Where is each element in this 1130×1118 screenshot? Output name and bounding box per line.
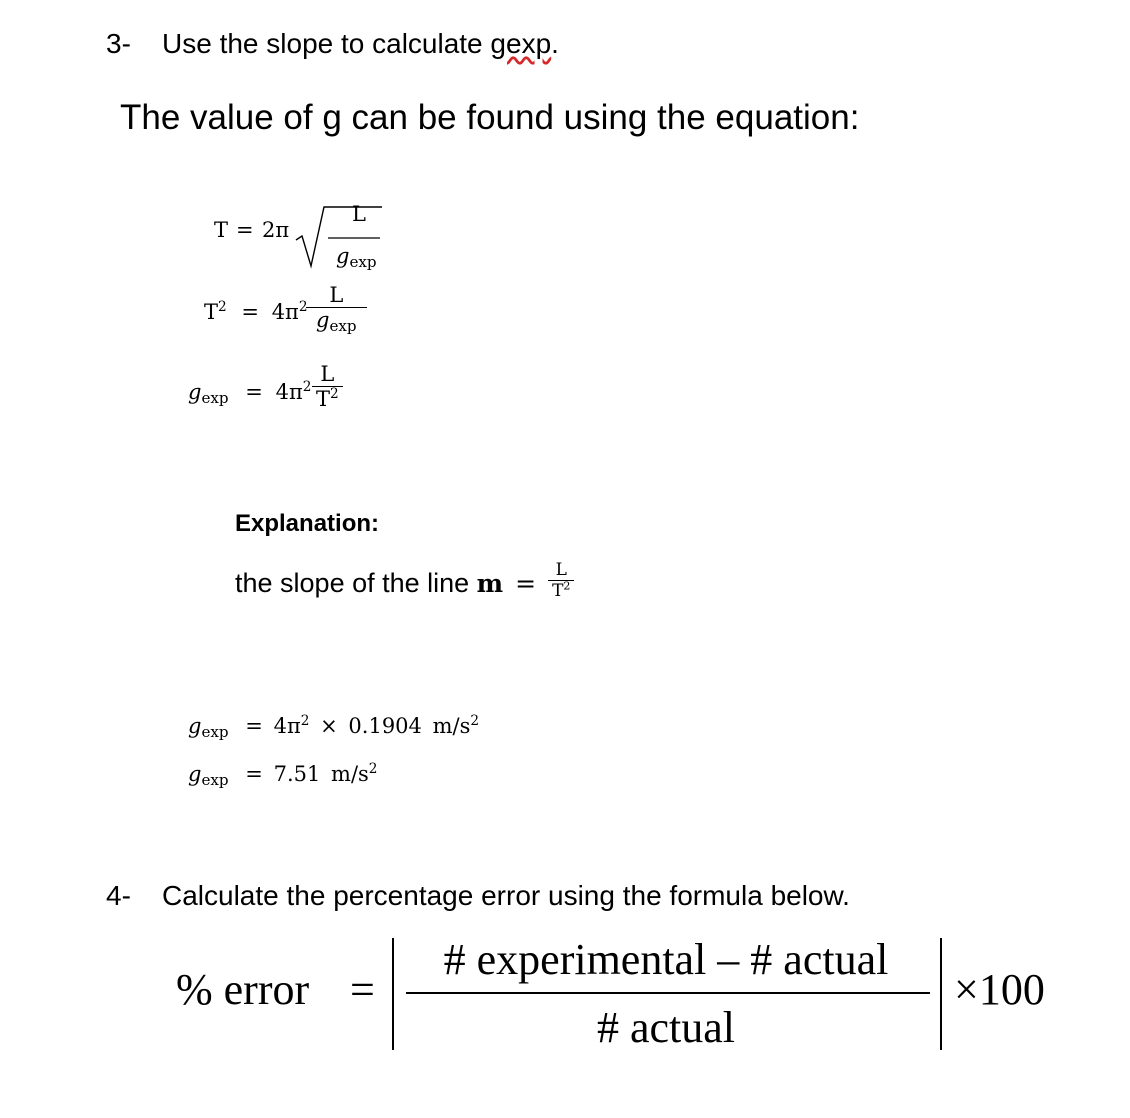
step-number: 4-: [106, 880, 131, 911]
fraction: [312, 362, 343, 411]
eq1-den: [336, 244, 377, 271]
fraction: [306, 283, 367, 335]
numerator: L: [320, 362, 335, 386]
explanation-sentence: the slope of the line: [235, 568, 477, 598]
fraction-bar: [406, 992, 930, 994]
explanation-title: Explanation:: [235, 510, 380, 537]
exp-subscript: exp: [201, 770, 229, 789]
hundred: 100: [978, 965, 1045, 1014]
coef-base: 4π: [271, 300, 299, 324]
eq2-lhs: [204, 300, 227, 324]
eq1-coef: 2π: [262, 218, 290, 242]
calc-line-1: [188, 714, 479, 741]
abs-bar-left: [392, 938, 394, 1050]
eq1-num: L: [352, 202, 366, 226]
error-lhs: % error: [176, 965, 310, 1014]
eq3-coef: [276, 380, 312, 404]
eq3-lhs: [188, 380, 229, 407]
error-equals: =: [350, 965, 375, 1014]
unit-base: m/s: [432, 714, 471, 738]
superscript: 2: [298, 299, 308, 315]
superscript: 2: [302, 379, 312, 395]
eq3-fraction: [312, 362, 343, 411]
error-denominator: # actual: [596, 1003, 736, 1052]
step-number: 3-: [106, 28, 131, 59]
superscript: 2: [563, 579, 571, 593]
superscript: 2: [368, 761, 378, 777]
equals-sign: =: [245, 762, 263, 786]
equation-period-squared: [204, 300, 308, 324]
error-multiplier: [954, 964, 1045, 1015]
equals-sign: =: [245, 714, 263, 738]
error-numerator: # experimental – # actual: [443, 935, 889, 984]
eq2-coef: [272, 300, 308, 324]
t-var: T: [552, 581, 564, 601]
t-var: T: [204, 300, 219, 324]
calc2-lhs: [188, 762, 229, 789]
slope-fraction: [548, 560, 574, 601]
times-sign: ×: [954, 965, 979, 1014]
numerator: L: [329, 283, 344, 307]
denominator: [548, 580, 574, 601]
superscript: 2: [330, 386, 339, 402]
superscript: 2: [470, 713, 480, 729]
g-var: g: [316, 308, 330, 332]
g-var: g: [188, 714, 202, 738]
unit: [433, 714, 479, 738]
step-text: Calculate the percentage error using the formula below.: [162, 880, 850, 911]
times-sign: ×: [320, 714, 338, 738]
t-var: T: [316, 387, 331, 411]
g-var: g: [336, 244, 350, 268]
gexp-result: 7.51: [273, 762, 321, 786]
eq3-op: =: [245, 380, 263, 404]
superscript: 2: [300, 713, 310, 729]
coef-base: 4π: [273, 714, 301, 738]
intro-sentence: The value of g can be found using the equation:: [120, 98, 860, 137]
denominator: [312, 386, 343, 411]
step-period: .: [551, 28, 559, 59]
equation-gexp: [188, 380, 311, 407]
gexp-symbol: gexp: [490, 28, 552, 59]
exp-subscript: exp: [329, 316, 357, 335]
step-3-heading: [106, 28, 559, 60]
eq1-lhs: T: [214, 218, 229, 242]
calc1-lhs: [188, 714, 229, 741]
unit-base: m/s: [331, 762, 369, 786]
exp-subscript: exp: [201, 388, 229, 407]
eq2-op: =: [241, 300, 259, 324]
equals-sign: =: [515, 569, 537, 598]
coef: [274, 714, 310, 738]
eq1-op: =: [236, 218, 254, 242]
g-var: g: [188, 762, 202, 786]
step-4-heading: [106, 880, 850, 912]
exp-subscript: exp: [201, 722, 229, 741]
calc-line-2: [188, 762, 377, 789]
coef-base: 4π: [275, 380, 303, 404]
eq2-fraction: [306, 283, 367, 335]
unit: [331, 762, 377, 786]
numerator: L: [555, 560, 567, 580]
denominator: [306, 307, 367, 335]
g-var: g: [188, 380, 202, 404]
abs-bar-right: [940, 938, 942, 1050]
slope-value: 0.1904: [348, 714, 422, 738]
slope-var: m: [476, 569, 504, 598]
superscript: 2: [218, 299, 227, 315]
explanation-text: [235, 560, 574, 601]
exp-subscript: exp: [349, 252, 377, 271]
step-text: Use the slope to calculate: [162, 28, 491, 59]
